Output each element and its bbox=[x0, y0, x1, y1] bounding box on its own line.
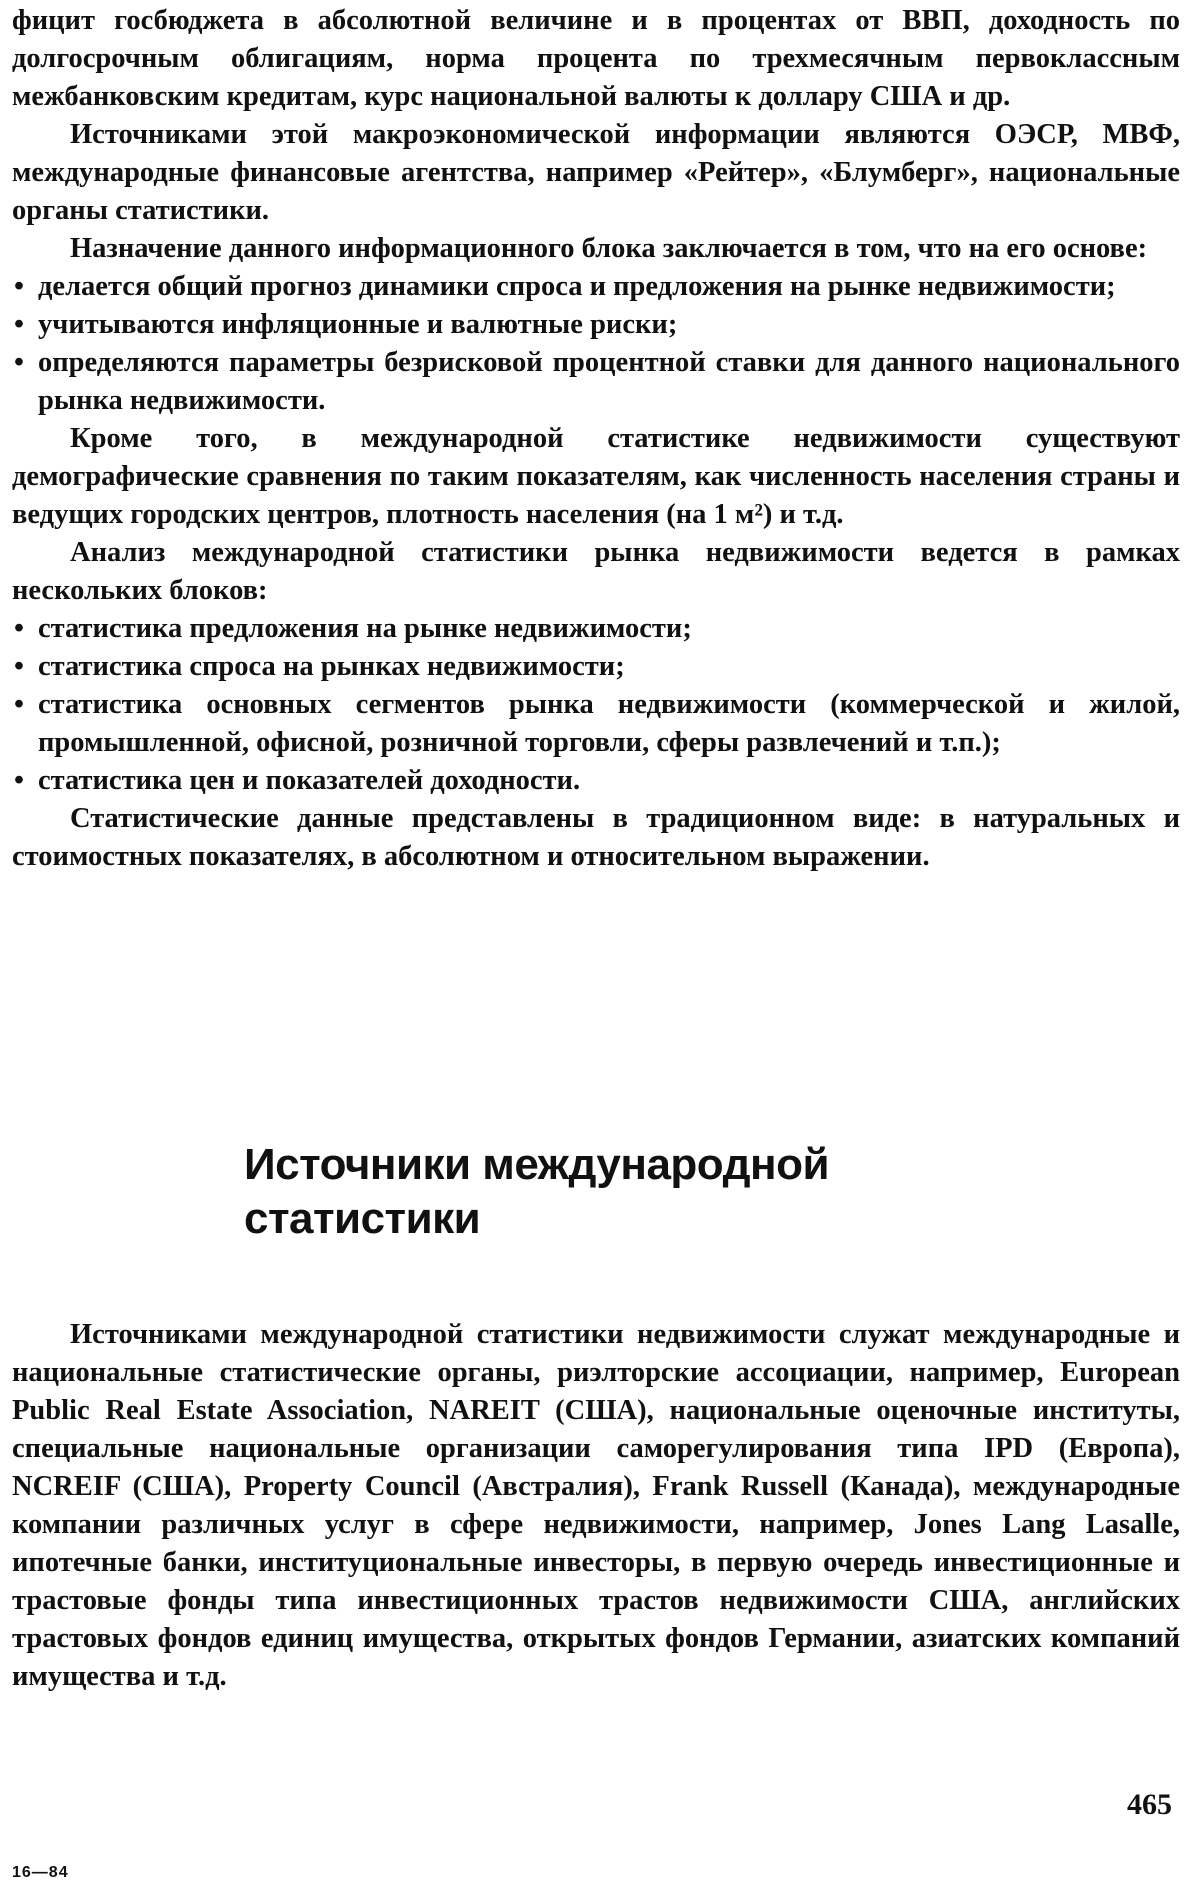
list-item: • статистика спроса на рынках недвижимости; bbox=[12, 648, 1180, 686]
bullet-icon: • bbox=[14, 613, 24, 644]
document-page bbox=[12, 0, 1180, 1892]
printer-signature: 16—84 bbox=[12, 1864, 69, 1881]
analysis-list bbox=[12, 610, 1180, 800]
paragraph-analysis: Анализ международной статистики рынка недвижимости ведется в рамках нескольких блоков: bbox=[12, 537, 1180, 606]
list-item: • учитываются инфляционные и валютные риски; bbox=[12, 306, 1180, 344]
bullet-icon: • bbox=[14, 651, 24, 682]
list-item: • статистика предложения на рынке недвижимости; bbox=[12, 610, 1180, 648]
list-item: • делается общий прогноз динамики спроса и предложения на рынке недвижимости; bbox=[12, 268, 1180, 306]
list-item: • статистика цен и показателей доходности. bbox=[12, 762, 1180, 800]
paragraph-continuation: фицит госбюджета в абсолютной величине и в процентах от ВВП, доходность по долгосрочным облигациям, норма процента по трехмесячным первоклассным межбанковским кредитам, курс национальной валюты к доллару США и др. bbox=[12, 5, 1180, 112]
list-item: • определяются параметры безрисковой процентной ставки для данного национального рынка недвижимости. bbox=[12, 344, 1180, 420]
page-number: 465 bbox=[1127, 1788, 1172, 1821]
bottom-text-block bbox=[12, 1316, 1180, 1696]
heading-line-1: Источники международной bbox=[244, 1140, 830, 1189]
bullet-icon: • bbox=[14, 271, 24, 302]
bullet-icon: • bbox=[14, 689, 24, 720]
bullet-icon: • bbox=[14, 309, 24, 340]
paragraph-purpose: Назначение данного информационного блока заключается в том, что на его основе: bbox=[70, 233, 1148, 264]
purpose-list bbox=[12, 268, 1180, 420]
paragraph-sources: Источниками этой макроэкономической информации являются ОЭСР, МВФ, международные финансовые агентства, например «Рейтер», «Блумберг», национальные органы статистики. bbox=[12, 119, 1180, 226]
bullet-icon: • bbox=[14, 765, 24, 796]
bullet-icon: • bbox=[14, 347, 24, 378]
heading-line-2: статистики bbox=[244, 1194, 481, 1243]
paragraph-data-form: Статистические данные представлены в традиционном виде: в натуральных и стоимостных показателях, в абсолютном и относительном выражении. bbox=[12, 803, 1180, 872]
paragraph-demographics: Кроме того, в международной статистике недвижимости существуют демографические сравнения по таким показателям, как численность населения страны и ведущих городских центров, плотность населения (на 1 м²) и т.д. bbox=[12, 423, 1180, 530]
section-heading bbox=[244, 1138, 964, 1246]
list-item: • статистика основных сегментов рынка недвижимости (коммерческой и жилой, промышленной, офисной, розничной торговли, сферы развлечений и т.п.); bbox=[12, 686, 1180, 762]
paragraph-international-sources: Источниками международной статистики недвижимости служат международные и национальные статистические органы, риэлторские ассоциации, например, European Public Real Estate Association, NAREIT (США), национальные оценочные институты, специальные национальные организации саморегулирования типа IPD (Европа), NCREIF (США), Property Council (Австралия), Frank Russell (Канада), международные компании различных услуг в сфере недвижимости, например, Jones Lang Lasalle, ипотечные банки, институциональные инвесторы, в первую очередь инвестиционные и трастовые фонды типа инвестиционных трастов недвижимости США, английских трастовых фондов единиц имущества, открытых фондов Германии, азиатских компаний имущества и т.д. bbox=[12, 1319, 1180, 1692]
top-text-block bbox=[12, 2, 1180, 876]
